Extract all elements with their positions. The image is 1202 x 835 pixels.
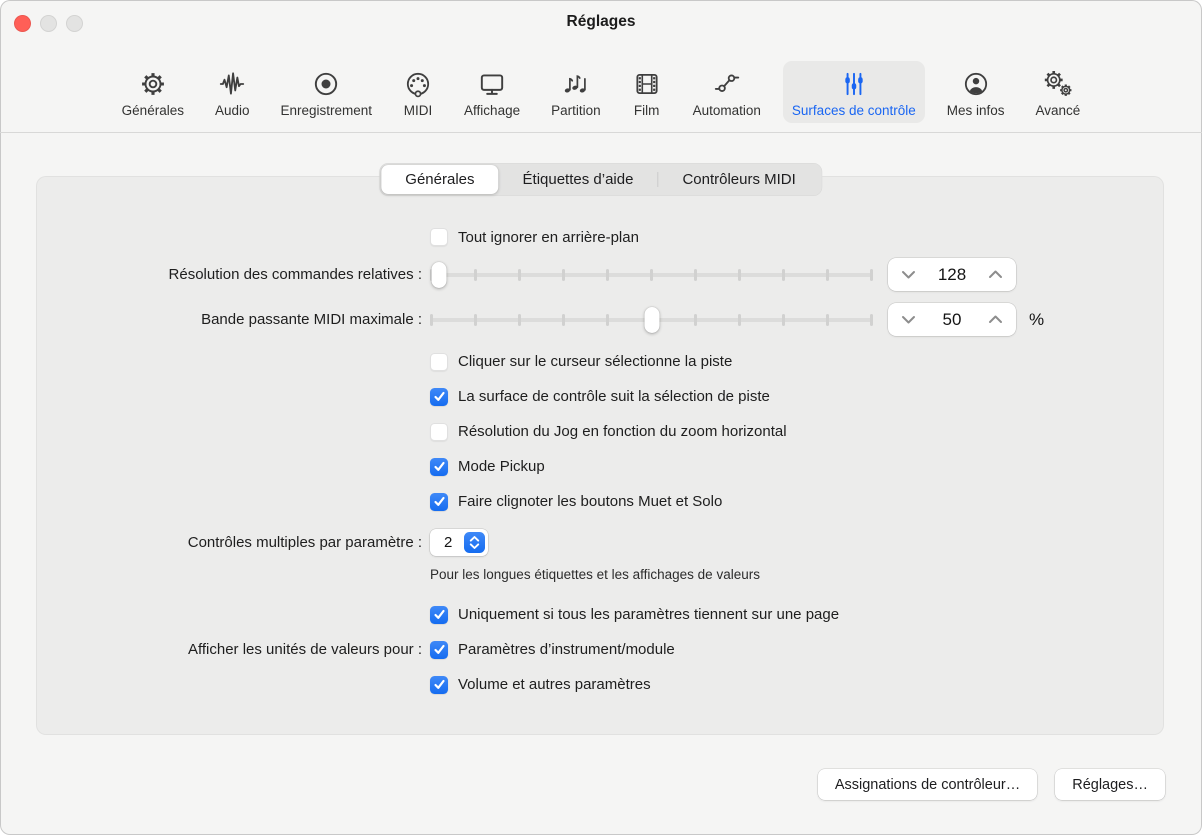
double-gear-icon [1042, 67, 1074, 101]
checkbox[interactable] [430, 353, 448, 371]
midi-bandwidth-label: Bande passante MIDI maximale : [201, 311, 422, 328]
setup-button[interactable]: Réglages… [1055, 769, 1165, 800]
row-fit-one-page [36, 597, 1164, 632]
toolbar-item-label: Générales [121, 103, 184, 118]
display-icon [477, 67, 507, 101]
toolbar-item-label: MIDI [403, 103, 433, 118]
checkbox-only-if-fit-one-page[interactable] [430, 606, 839, 624]
checkbox-surface-follows-track-selection[interactable] [430, 388, 770, 406]
slider-thumb[interactable] [644, 307, 659, 333]
stepper-up-button[interactable] [988, 311, 1003, 329]
checkbox-instrument-plugin-parameters[interactable] [430, 641, 675, 659]
toolbar-item-label: Enregistrement [280, 103, 373, 118]
stepper-down-button[interactable] [901, 266, 916, 284]
controller-assignments-button[interactable]: Assignations de contrôleur… [818, 769, 1037, 800]
toolbar-item-surfaces-de-controle[interactable] [783, 61, 925, 123]
checkbox-label: Cliquer sur le curseur sélectionne la piste [458, 353, 733, 370]
checkbox[interactable] [430, 493, 448, 511]
stepper-value[interactable]: 50 [942, 309, 962, 329]
checkbox-label: Uniquement si tous les paramètres tiennent sur une page [458, 606, 840, 623]
row-helper-text [36, 561, 1164, 587]
checkbox[interactable] [430, 388, 448, 406]
checkbox-volume-other-parameters[interactable] [430, 676, 651, 694]
toolbar-item-midi[interactable] [394, 61, 442, 123]
row-flash-mute-solo [36, 484, 1164, 519]
checkbox-click-cursor-selects-track[interactable] [430, 353, 732, 371]
titlebar [0, 0, 1202, 40]
row-instrument-plugin-params [36, 632, 1164, 667]
slider-ticks [430, 269, 873, 281]
checkbox-jog-resolution-zoom[interactable] [430, 423, 787, 441]
midi-bandwidth-stepper [888, 303, 1016, 336]
toolbar-item-label: Mes infos [946, 103, 1005, 118]
row-volume-other-params [36, 667, 1164, 702]
pane-tabs [379, 163, 822, 196]
sliders-icon [839, 67, 869, 101]
percent-suffix: % [1029, 309, 1045, 329]
preferences-toolbar [0, 40, 1202, 133]
checkbox[interactable] [430, 423, 448, 441]
checkbox[interactable] [430, 458, 448, 476]
toolbar-item-enregistrement[interactable] [272, 61, 382, 123]
toolbar-item-automation[interactable] [684, 61, 770, 123]
checkbox-label: Mode Pickup [458, 458, 545, 475]
midi-din-icon [403, 67, 433, 101]
automation-nodes-icon [712, 67, 742, 101]
toolbar-item-label: Automation [692, 103, 761, 118]
tab-controleurs-midi[interactable]: Contrôleurs MIDI [682, 171, 796, 188]
toolbar-item-audio[interactable] [206, 61, 259, 123]
row-pickup-mode [36, 449, 1164, 484]
toolbar-item-label: Surfaces de contrôle [791, 103, 916, 118]
checkbox[interactable] [430, 606, 448, 624]
tab-generales[interactable]: Générales [381, 165, 498, 194]
tab-etiquettes-aide[interactable]: Étiquettes d’aide [522, 171, 634, 188]
toolbar-item-partition[interactable] [542, 61, 610, 123]
checkbox[interactable] [430, 228, 448, 246]
settings-panel [36, 176, 1164, 735]
checkbox-label: Paramètres d’instrument/module [458, 641, 675, 658]
toolbar-item-label: Affichage [464, 103, 521, 118]
checkbox[interactable] [430, 676, 448, 694]
toolbar-item-label: Partition [551, 103, 601, 118]
units-checkbox-group [36, 597, 1164, 702]
record-icon [311, 67, 341, 101]
relative-resolution-stepper [888, 258, 1016, 291]
window-title: Réglages [566, 13, 636, 30]
checkbox-flash-mute-solo[interactable] [430, 493, 722, 511]
waveform-icon [217, 67, 247, 101]
toolbar-item-label: Film [633, 103, 660, 118]
relative-resolution-slider[interactable] [430, 261, 873, 289]
stepper-up-button[interactable] [988, 266, 1003, 284]
multiple-controls-label: Contrôles multiples par paramètre : [187, 533, 422, 551]
row-jog-resolution [36, 414, 1164, 449]
popup-chevrons-icon [464, 532, 485, 553]
music-notes-icon [561, 67, 591, 101]
row-click-cursor [36, 344, 1164, 379]
film-strip-icon [632, 67, 662, 101]
person-circle-icon [961, 67, 991, 101]
row-midi-bandwidth [36, 297, 1164, 342]
toolbar-item-generales[interactable] [113, 61, 193, 123]
toolbar-item-affichage[interactable] [455, 61, 529, 123]
checkbox-pickup-mode[interactable] [430, 458, 545, 476]
checkbox-label: La surface de contrôle suit la sélection de piste [458, 388, 770, 405]
row-ignore-background [36, 222, 1164, 252]
checkbox-label: Volume et autres paramètres [458, 676, 651, 693]
value-units-label: Afficher les unités de valeurs pour : [187, 641, 422, 658]
checkbox-label: Résolution du Jog en fonction du zoom horizontal [458, 423, 787, 440]
midi-bandwidth-slider[interactable] [430, 306, 873, 334]
stepper-down-button[interactable] [901, 311, 916, 329]
relative-resolution-label: Résolution des commandes relatives : [168, 266, 422, 283]
checkbox[interactable] [430, 641, 448, 659]
row-multiple-controls [36, 523, 1164, 561]
toolbar-item-avance[interactable] [1027, 61, 1090, 123]
multiple-controls-helper-text: Pour les longues étiquettes et les affichages de valeurs [430, 566, 760, 582]
toolbar-item-mes-infos[interactable] [938, 61, 1014, 123]
row-relative-resolution [36, 252, 1164, 297]
checkbox-label: Tout ignorer en arrière-plan [458, 228, 639, 246]
row-surface-follows-selection [36, 379, 1164, 414]
checkbox-label: Faire clignoter les boutons Muet et Solo [458, 493, 723, 510]
toolbar-item-film[interactable] [623, 61, 671, 123]
track-checkbox-group [36, 344, 1164, 519]
toolbar-item-label: Avancé [1035, 103, 1081, 118]
multiple-controls-popup[interactable] [430, 529, 488, 556]
footer-buttons [818, 769, 1165, 800]
popup-value: 2 [444, 533, 453, 551]
toolbar-item-label: Audio [214, 103, 250, 118]
slider-thumb[interactable] [431, 262, 446, 288]
checkbox-ignore-background[interactable] [430, 228, 639, 246]
stepper-value[interactable]: 128 [937, 264, 967, 284]
gear-icon [138, 67, 168, 101]
